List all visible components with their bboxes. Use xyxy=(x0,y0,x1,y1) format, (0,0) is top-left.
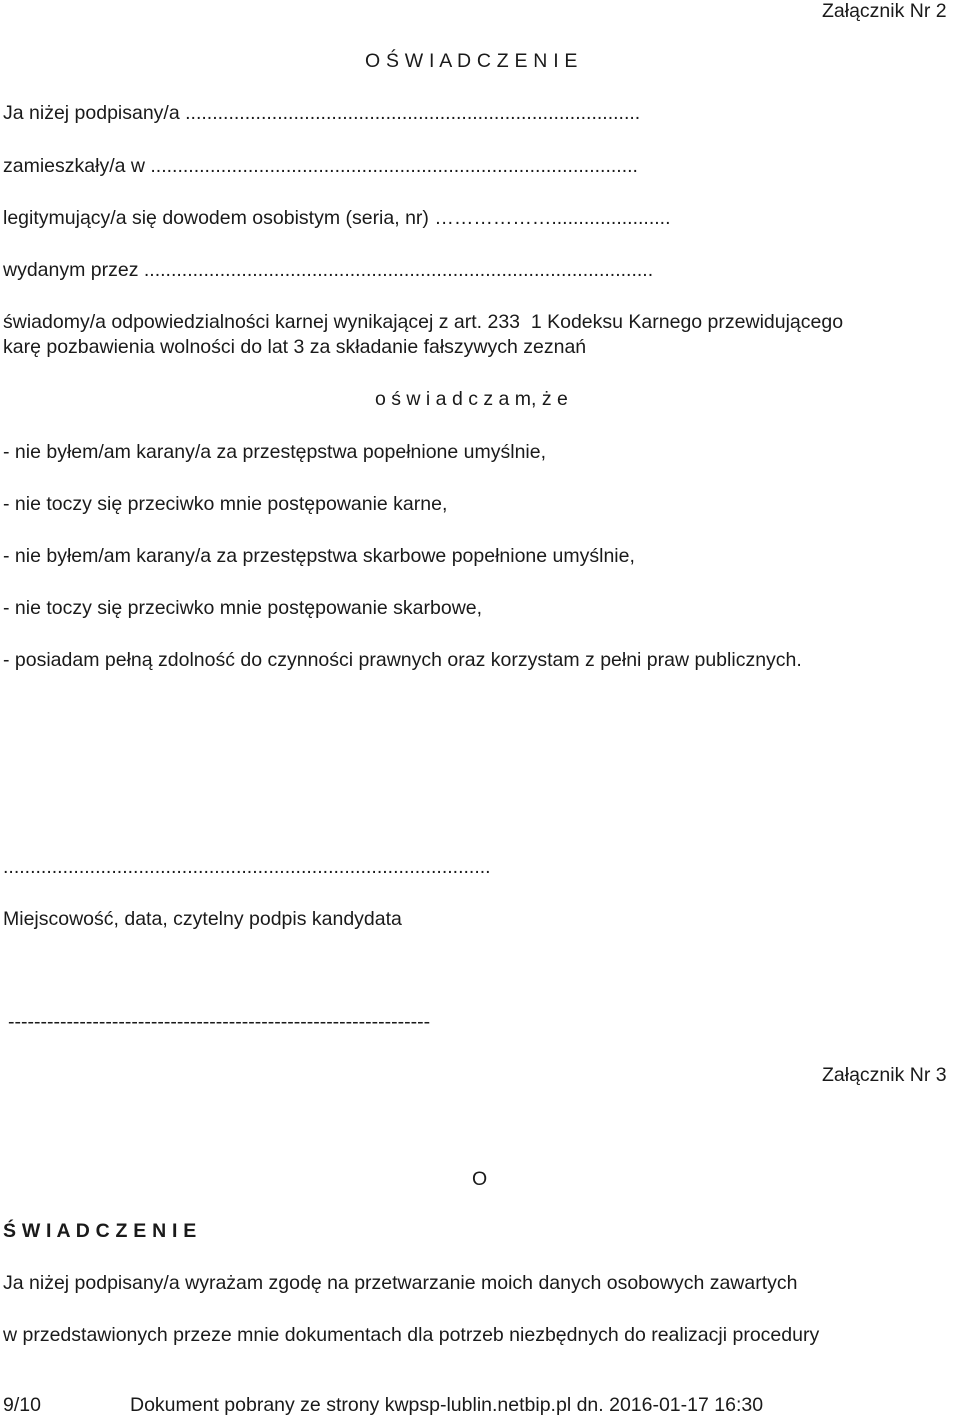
residence-line: zamieszkały/a w .......................................................................................... xyxy=(3,155,638,177)
annex-label: Załącznik Nr 2 xyxy=(822,0,947,22)
liability-line-2: karę pozbawienia wolności do lat 3 za składanie fałszywych zeznań xyxy=(3,336,587,358)
footer-source: Dokument pobrany ze strony kwpsp-lublin.netbip.pl dn. 2016-01-17 16:30 xyxy=(130,1394,764,1416)
consent-line-1: Ja niżej podpisany/a wyrażam zgodę na przetwarzanie moich danych osobowych zawartych xyxy=(3,1272,798,1294)
consent-line-2: w przedstawionych przeze mnie dokumentach dla potrzeb niezbędnych do realizacji procedury xyxy=(3,1324,820,1346)
declaration-point: - posiadam pełną zdolność do czynności prawnych oraz korzystam z pełni praw publicznych. xyxy=(3,649,802,671)
document-title: O Ś W I A D C Z E N I E xyxy=(365,50,578,72)
page-number: 9/10 xyxy=(3,1394,41,1416)
id-document-line: legitymujący/a się dowodem osobistym (seria, nr) ………………...................... xyxy=(3,207,671,229)
declaration-point: - nie toczy się przeciwko mnie postępowanie skarbowe, xyxy=(3,597,483,619)
signature-line: .......................................................................................... xyxy=(3,856,491,878)
section-separator: ----------------------------------------------------------------- xyxy=(8,1011,431,1033)
annex-label: Załącznik Nr 3 xyxy=(822,1064,947,1086)
document-title-first-letter: O xyxy=(472,1168,488,1190)
document-title: Ś W I A D C Z E N I E xyxy=(3,1220,197,1242)
declarant-name-line: Ja niżej podpisany/a .................................................................................... xyxy=(3,102,641,124)
liability-line-1: świadomy/a odpowiedzialności karnej wynikającej z art. 233 1 Kodeksu Karnego przewidującego xyxy=(3,311,844,333)
declaration-point: - nie toczy się przeciwko mnie postępowanie karne, xyxy=(3,493,448,515)
issued-by-line: wydanym przez .............................................................................................. xyxy=(3,259,654,281)
declaration-point: - nie byłem/am karany/a za przestępstwa popełnione umyślnie, xyxy=(3,441,547,463)
signature-caption: Miejscowość, data, czytelny podpis kandydata xyxy=(3,908,402,930)
declaration-heading: o ś w i a d c z a m, ż e xyxy=(375,388,568,410)
declaration-point: - nie byłem/am karany/a za przestępstwa skarbowe popełnione umyślnie, xyxy=(3,545,635,567)
